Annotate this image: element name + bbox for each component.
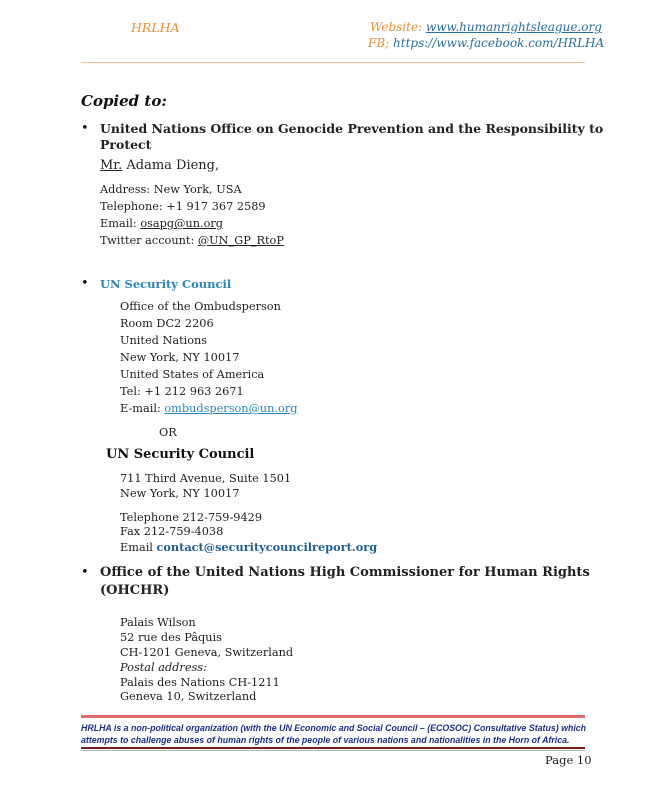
header-facebook	[368, 36, 604, 50]
section2-line: Office of the Ombudsperson	[120, 300, 281, 313]
securitycouncilreport-email-link[interactable]: contact@securitycouncilreport.org	[156, 540, 378, 554]
page-number: Page 10	[545, 753, 592, 767]
section1-email-link[interactable]: osapg@un.org	[140, 217, 223, 230]
twitter-label: Twitter account:	[100, 234, 198, 247]
section3-title-line1: Office of the United Nations High Commissioner for Human Rights	[100, 565, 590, 580]
section2-line: United Nations	[120, 334, 208, 347]
facebook-link[interactable]: https://www.facebook.com/HRLHA	[393, 36, 605, 50]
footer-bottom-rule-thin	[81, 750, 585, 751]
footer-top-rule	[81, 715, 585, 718]
footer-bottom-rule	[81, 747, 585, 749]
name-text: Adama Dieng,	[122, 158, 220, 173]
header-org-name: HRLHA	[131, 20, 180, 35]
copied-heading: Copied to:	[81, 92, 167, 110]
bullet-icon: •	[81, 276, 89, 291]
section1-email-row	[100, 217, 223, 230]
bullet-icon: •	[81, 565, 89, 580]
section2-email-row	[120, 402, 297, 415]
section1-title-line2: Protect	[100, 137, 152, 152]
facebook-label: FB;	[368, 36, 390, 50]
section2-fax: Fax 212-759-4038	[120, 525, 224, 538]
section3-line: CH-1201 Geneva, Switzerland	[120, 646, 294, 659]
bullet-icon: •	[81, 121, 89, 136]
section2-line: Tel: +1 212 963 2671	[120, 385, 244, 398]
email-label: Email:	[100, 217, 141, 230]
email-label: Email	[120, 541, 157, 554]
section1-contact-name	[100, 158, 219, 173]
header-divider	[81, 62, 585, 63]
section2-alt-email-row	[120, 540, 377, 554]
section3-title-line2: (OHCHR)	[100, 583, 170, 598]
section3-postal-label: Postal address:	[120, 661, 207, 674]
section2-alt-line: 711 Third Avenue, Suite 1501	[120, 472, 292, 485]
website-link[interactable]: www.humanrightsleague.org	[425, 20, 602, 34]
section3-postal-line: Palais des Nations CH-1211	[120, 676, 280, 689]
section1-address: Address: New York, USA	[100, 183, 242, 196]
footer-disclaimer: HRLHA is a non-political organization (with the UN Economic and Social Council – (ECOSOC) Consultative Status) which attempts to challenge abuses of human rights of the people of various nations and nationalities in the Horn of Africa.	[81, 723, 587, 745]
section1-telephone: Telephone: +1 917 367 2589	[100, 200, 266, 213]
name-prefix: Mr.	[100, 158, 123, 173]
section2-line: New York, NY 10017	[120, 351, 240, 364]
ombudsperson-email-link[interactable]: ombudsperson@un.org	[164, 402, 298, 415]
section2-line: Room DC2 2206	[120, 317, 214, 330]
section2-title: UN Security Council	[100, 277, 232, 291]
section1-twitter-link[interactable]: @UN_GP_RtoP	[197, 234, 284, 247]
section2-alt-line: New York, NY 10017	[120, 487, 240, 500]
section3-line: Palais Wilson	[120, 616, 196, 629]
website-label: Website:	[370, 20, 423, 34]
section2-alt-title: UN Security Council	[106, 447, 255, 462]
or-separator: OR	[159, 426, 177, 439]
email-label: E-mail:	[120, 402, 165, 415]
header-website	[370, 20, 602, 34]
section2-line: United States of America	[120, 368, 265, 381]
section3-postal-line: Geneva 10, Switzerland	[120, 690, 257, 703]
section1-twitter-row	[100, 234, 284, 247]
section1-title-line1: United Nations Office on Genocide Prevention and the Responsibility to	[100, 121, 604, 136]
section3-line: 52 rue des Pâquis	[120, 631, 222, 644]
section2-telephone: Telephone 212-759-9429	[120, 511, 263, 524]
